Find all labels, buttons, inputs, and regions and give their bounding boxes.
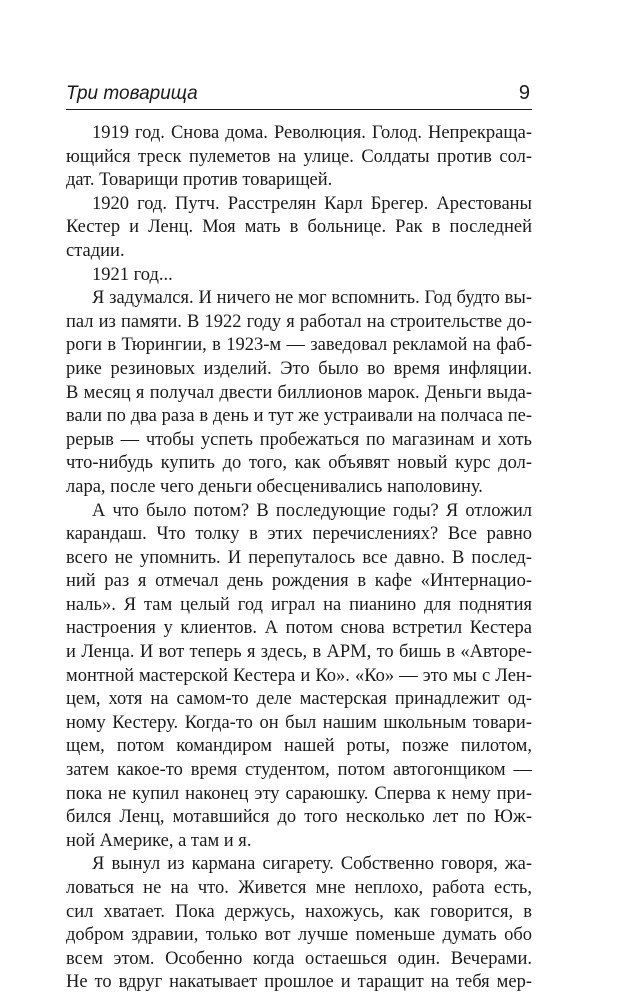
text-line: бился Ленц, мотавшийся до того несколько лет по Юж- [66, 807, 532, 828]
text-line: Не то вдруг накатывает прошлое и таращит на тебя мер- [66, 972, 532, 993]
text-line: роги в Тюрингии, в 1923-м — заведовал рекламой на фаб- [66, 335, 532, 356]
text-line: ющийся треск пулеметов на улице. Солдаты против сол- [66, 146, 532, 167]
text-line: 1921 год... [92, 264, 173, 285]
header-divider [66, 109, 532, 110]
text-line: В месяц я получал двести биллионов марок. Деньги выда- [66, 382, 532, 403]
text-line: ному Кестеру. Когда-то он был нашим школьным товари- [66, 712, 532, 733]
text-line: 1919 год. Снова дома. Революция. Голод. Непрекраща- [92, 123, 532, 143]
text-line: пока не купил наконец эту сараюшку. Сперва к нему при- [66, 783, 532, 804]
paragraph [66, 500, 532, 854]
text-line: вали по два раза в день и тут же устраивали на полчаса пе- [66, 406, 532, 427]
text-line: что-нибудь купить до того, как объявят новый курс дол- [66, 453, 532, 474]
text-line: Кестер и Ленц. Моя мать в больнице. Рак в последней [66, 217, 532, 238]
text-line: А что было потом? В последующие годы? Я отложил [92, 500, 532, 521]
page-number: 9 [518, 82, 530, 104]
text-line: лара, после чего деньги обесценивались наполовину. [66, 476, 483, 497]
text-line: Я вынул из кармана сигарету. Собственно говоря, жа- [92, 854, 532, 875]
text-line: сил хватает. Пока держусь, нахожусь, как говорится, в [66, 901, 532, 922]
text-line: ний раз я отмечал день рождения в кафе «Интернацио- [66, 571, 532, 592]
text-line: карандаш. Что толку в этих перечислениях? Все равно [66, 524, 532, 545]
text-line: щем, потом командиром нашей роты, позже пилотом, [66, 736, 532, 757]
paragraph [66, 193, 532, 264]
text-line: 1920 год. Путч. Расстрелян Карл Брегер. Арестованы [92, 193, 532, 214]
paragraph [66, 264, 532, 288]
text-line: всем этом. Особенно когда остаешься один. Вечерами. [66, 948, 532, 969]
text-line: рерыв — чтобы успеть пробежаться по магазинам и хоть [66, 429, 532, 450]
text-line: рике резиновых изделий. Это было во время инфляции. [66, 358, 532, 379]
paragraph [66, 287, 532, 499]
text-line: затем какое-то время студентом, потом автогонщиком — [66, 760, 532, 781]
text-line: ловаться не на что. Живется мне неплохо, работа есть, [66, 878, 532, 898]
body-text [66, 122, 532, 995]
text-line: цем, хотя на самом-то деле мастерская принадлежит од- [66, 689, 532, 710]
text-line: Я задумался. И ничего не мог вспомнить. Год будто вы- [92, 288, 532, 309]
paragraph [66, 853, 532, 995]
text-line: ной Америке, а там и я. [66, 830, 252, 851]
text-line: добром здравии, только вот лучше поменьше думать обо [66, 925, 532, 946]
book-title: Три товарища [66, 83, 198, 104]
paragraph [66, 122, 532, 193]
text-line: пал из памяти. В 1922 году я работал на строительстве до- [66, 311, 532, 332]
text-line: стадии. [66, 240, 125, 261]
text-line: всего не упомнить. И перепуталось все давно. В послед- [66, 547, 532, 568]
running-header [66, 80, 532, 108]
text-line: настроения у клиентов. А потом снова встретил Кестера [66, 618, 532, 639]
text-line: монтной мастерской Кестера и Ко». «Ко» — это мы с Лен- [66, 665, 532, 686]
text-line: дат. Товарищи против товарищей. [66, 170, 333, 191]
text-line: наль». Я там целый год играл на пианино для поднятия [66, 594, 532, 615]
text-line: и Ленца. И вот теперь я здесь, в АРМ, то бишь в «Авторе- [66, 642, 532, 663]
